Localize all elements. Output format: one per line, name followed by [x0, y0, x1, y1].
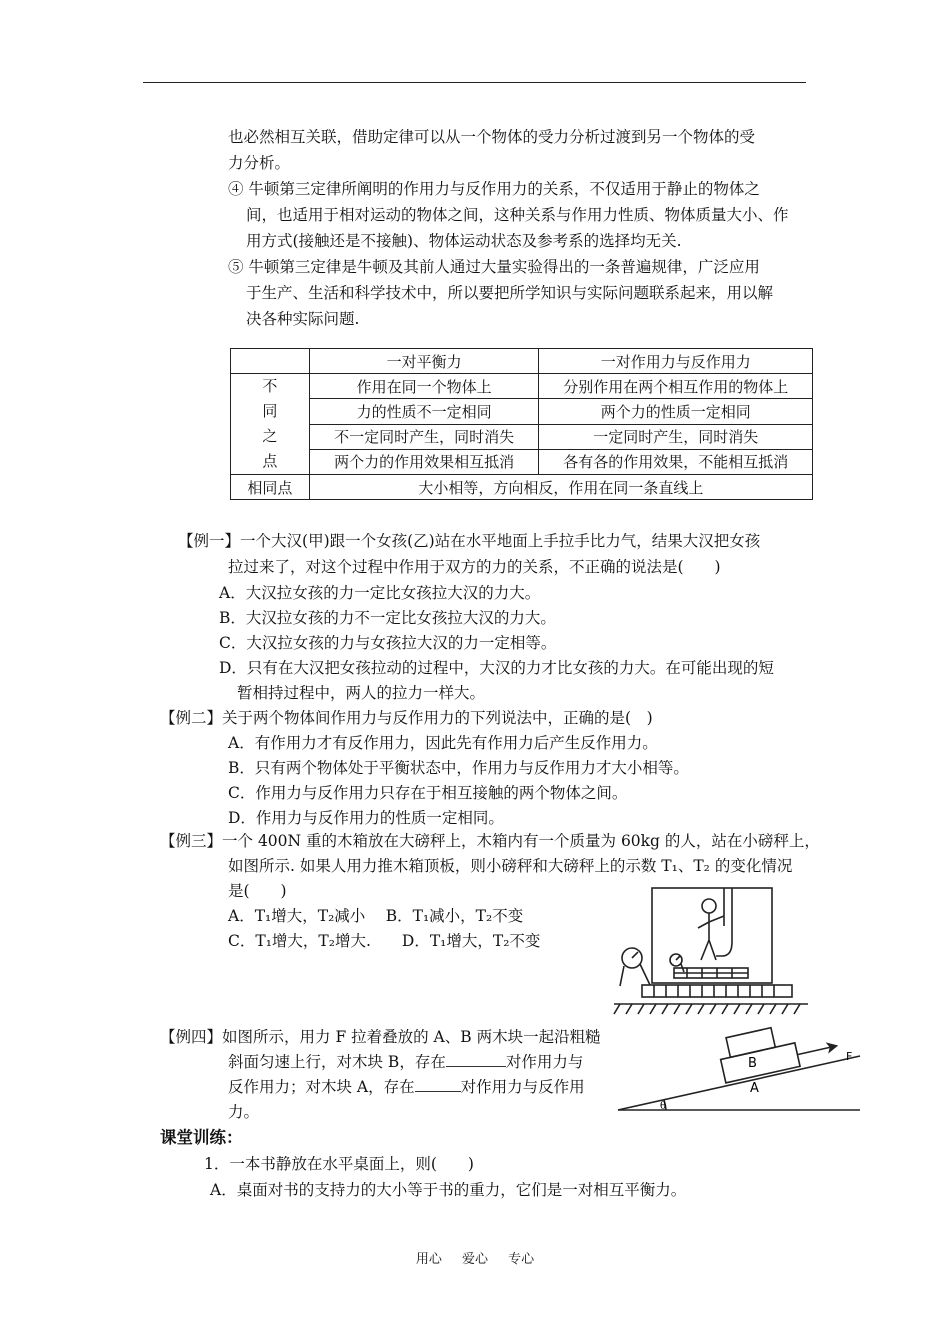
example-4-line-4: 力。: [228, 1103, 260, 1121]
intro-line: 间，也适用于相对运动的物体之间，这种关系与作用力性质、物体质量大小、作: [246, 206, 789, 224]
same-label: 相同点: [231, 475, 310, 500]
intro-line: 用方式(接触还是不接触)、物体运动状态及参考系的选择均无关.: [246, 232, 682, 250]
header-rule: [143, 82, 806, 83]
table-cell: 不一定同时产生，同时消失: [309, 424, 539, 449]
example-2-option-b: B．只有两个物体处于平衡状态中，作用力与反作用力才大小相等。: [228, 759, 689, 777]
intro-line: ⑤ 牛顿第三定律是牛顿及其前人通过大量实验得出的一条普遍规律，广泛应用: [228, 258, 760, 276]
example-2-option-a: A．有作用力才有反作用力，因此先有作用力后产生反作用力。: [228, 734, 658, 752]
example-1-option-b: B．大汉拉女孩的力不一定比女孩拉大汉的力大。: [219, 609, 556, 627]
example-4-stem: 【例四】如图所示，用力 F 拉着叠放的 A、B 两木块一起沿粗糙: [160, 1028, 601, 1046]
answer-blank-a[interactable]: [415, 1077, 461, 1092]
example-4-line-2: 斜面匀速上行，对木块 B，存在 对作用力与: [228, 1053, 584, 1071]
footer-text: 专心: [508, 1252, 535, 1267]
table-header: 一对作用力与反作用力: [539, 349, 813, 374]
table-cell: 作用在同一个物体上: [309, 374, 539, 399]
example-3-options-cd: C．T₁增大，T₂增大. D．T₁增大，T₂不变: [228, 932, 541, 950]
training-question-1-option-a: A．桌面对书的支持力的大小等于书的重力，它们是一对相互平衡力。: [210, 1181, 687, 1199]
training-heading: 课堂训练：: [160, 1128, 243, 1147]
table-cell: 一定同时产生，同时消失: [539, 424, 813, 449]
example-1-option-d-cont: 暂相持过程中，两人的拉力一样大。: [237, 684, 486, 702]
example-1-option-c: C．大汉拉女孩的力与女孩拉大汉的力一定相等。: [219, 634, 557, 652]
table-cell: 力的性质不一定相同: [309, 399, 539, 424]
same-text: 大小相等，方向相反，作用在同一条直线上: [309, 475, 812, 500]
table-cell: 各有各的作用效果，不能相互抵消: [539, 449, 813, 474]
table-corner: [231, 349, 310, 374]
example-3-stem-cont: 如图所示. 如果人用力推木箱顶板，则小磅秤和大磅秤上的示数 T₁、T₂ 的变化情况: [228, 857, 793, 875]
footer-text: 爱心: [461, 1252, 488, 1267]
intro-line: 也必然相互关联，借助定律可以从一个物体的受力分析过渡到另一个物体的受: [228, 128, 756, 146]
example-2-option-d: D．作用力与反作用力的性质一定相同。: [228, 809, 504, 827]
page-footer: [0, 1248, 950, 1267]
example-4-line-3: 反作用力；对木块 A，存在 对作用力与反作用: [228, 1078, 585, 1096]
example-2-option-c: C．作用力与反作用力只存在于相互接触的两个物体之间。: [228, 784, 628, 802]
example-2-stem: 【例二】关于两个物体间作用力与反作用力的下列说法中，正确的是( ): [160, 709, 653, 727]
table-cell: 两个力的作用效果相互抵消: [309, 449, 539, 474]
example-1-option-d: D．只有在大汉把女孩拉动的过程中，大汉的力才比女孩的力大。在可能出现的短: [219, 659, 774, 677]
example-3-stem: 【例三】一个 400N 重的木箱放在大磅秤上，木箱内有一个质量为 60kg 的人，站在小磅秤上，: [160, 832, 820, 850]
diff-label: 不 同 之 点: [231, 374, 310, 475]
example-1-option-a: A．大汉拉女孩的力一定比女孩拉大汉的力大。: [219, 584, 541, 602]
intro-line: 力分析。: [228, 154, 291, 172]
example-1-stem: 【例一】一个大汉(甲)跟一个女孩(乙)站在水平地面上手拉手比力气，结果大汉把女孩: [178, 532, 761, 550]
angle-theta-label: θ: [660, 1101, 667, 1112]
table-cell: 两个力的性质一定相同: [539, 399, 813, 424]
block-a-label: A: [750, 1081, 759, 1096]
force-f-label: F: [846, 1050, 853, 1063]
table-cell: 分别作用在两个相互作用的物体上: [539, 374, 813, 399]
intro-line: ④ 牛顿第三定律所阐明的作用力与反作用力的关系，不仅适用于静止的物体之: [228, 180, 760, 198]
intro-line: 于生产、生活和科学技术中，所以要把所学知识与实际问题联系起来，用以解: [246, 284, 774, 302]
block-b-label: B: [748, 1056, 757, 1071]
answer-blank-b[interactable]: [446, 1052, 506, 1067]
table-header: 一对平衡力: [309, 349, 539, 374]
example-1-stem-cont: 拉过来了，对这个过程中作用于双方的力的关系，不正确的说法是( ): [228, 558, 721, 576]
example-3-stem-cont: 是( ): [228, 882, 287, 900]
training-question-1: 1．一本书静放在水平桌面上，则( ): [204, 1155, 474, 1173]
footer-text: 用心: [415, 1252, 442, 1267]
comparison-table: [230, 348, 813, 500]
example-3-options-ab: A．T₁增大，T₂减小 B．T₁减小，T₂不变: [228, 907, 524, 925]
scales-box-figure: [612, 882, 810, 1022]
intro-line: 决各种实际问题.: [246, 310, 360, 328]
incline-blocks-figure: [614, 1022, 864, 1114]
